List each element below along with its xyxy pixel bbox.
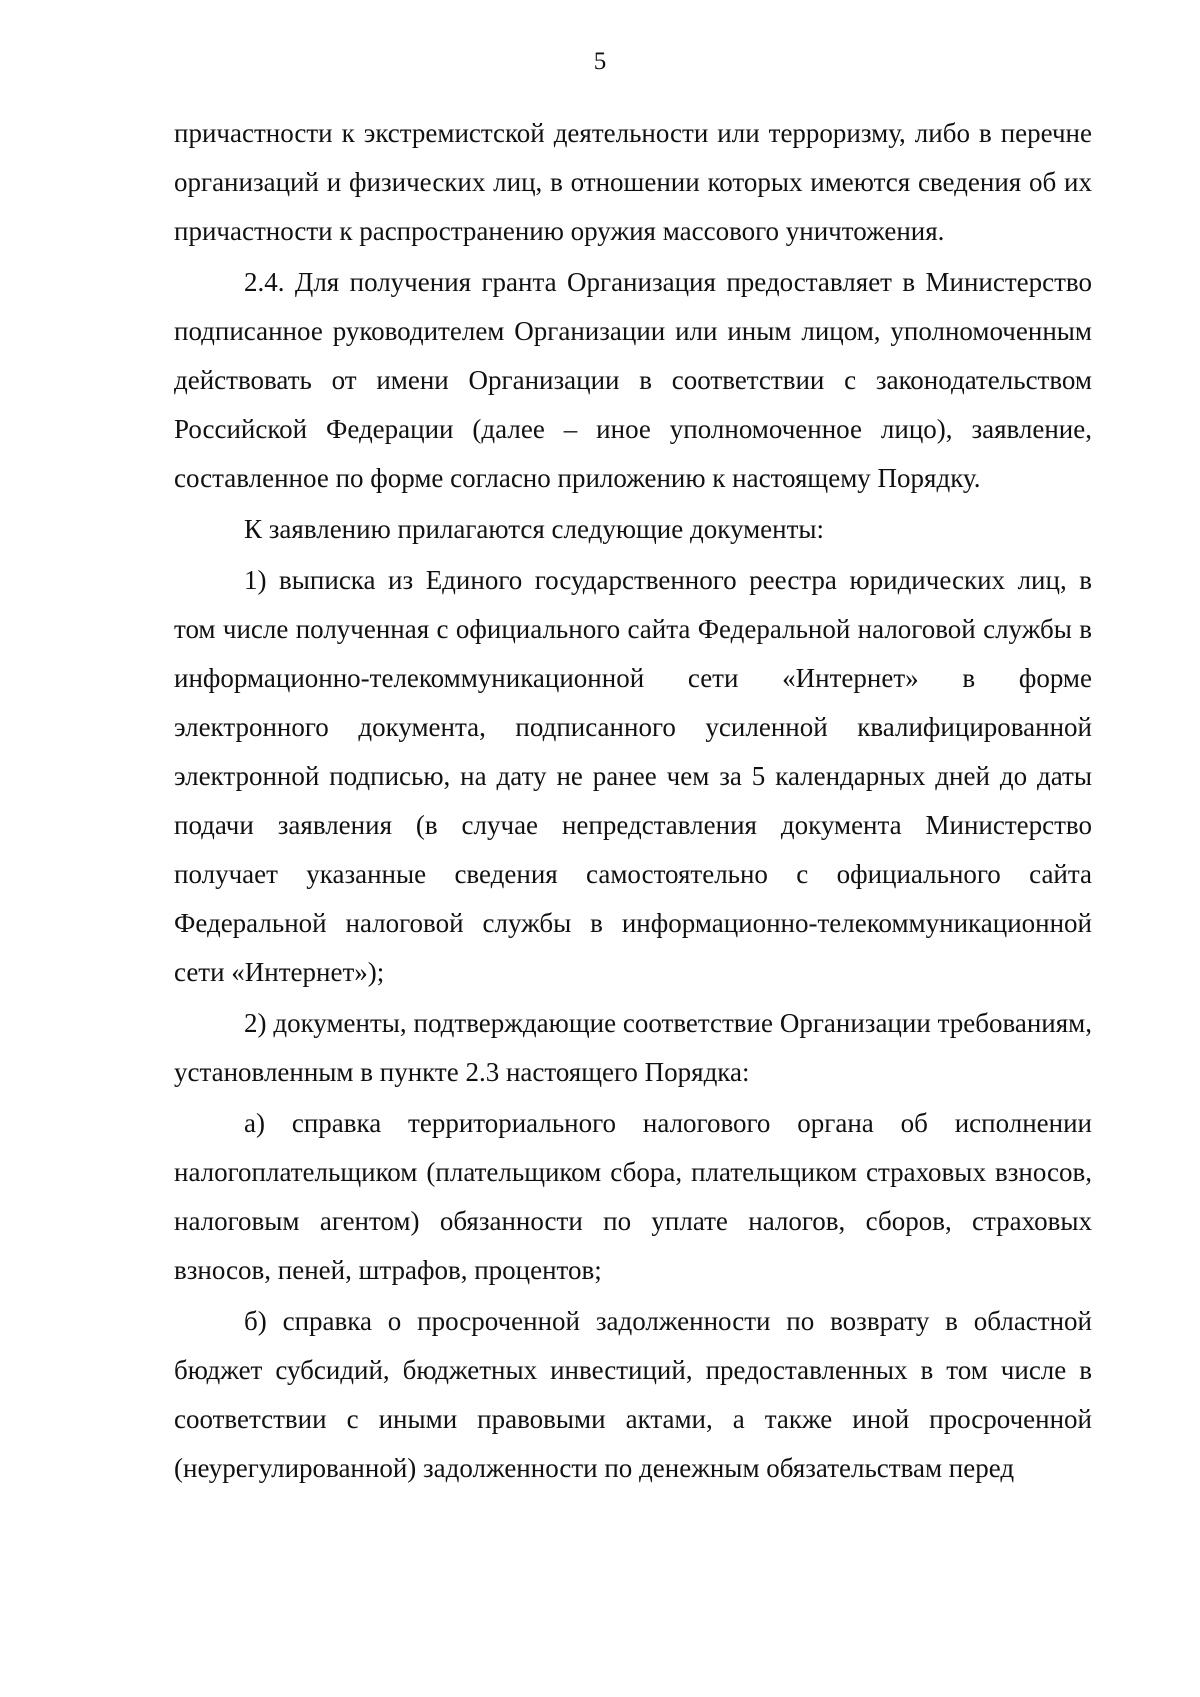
paragraph-item-b: б) справка о просроченной задолженности по возврату в областной бюджет субсидий, бюджетных инвестиций, предоставленных в том числе в соответствии с иными правовыми актами, а также иной просроченной (неурегулированной) задолженности по денежным обязательствам перед [174,1306,1092,1483]
document-body [174,109,1092,1495]
paragraph-2-4: 2.4. Для получения гранта Организация предоставляет в Министерство подписанное руководителем Организации или иным лицом, уполномоченным действовать от имени Организации в соответствии с законодательством Российской Федерации (далее – иное уполномоченное лицо), заявление, составленное по форме согласно приложению к настоящему Порядку. [174,267,1092,493]
paragraph-attachments-intro: К заявлению прилагаются следующие документы: [244,514,825,544]
paragraph-item-1: 1) выписка из Единого государственного реестра юридических лиц, в том числе полученная с официального сайта Федеральной налоговой службы в информационно-телекоммуникационной сети «Интернет» в форме электронного документа, подписанного усиленной квалифицированной электронной подписью, на дату не ранее чем за 5 календарных дней до даты подачи заявления (в случае непредставления документа Министерство получает указанные сведения самостоятельно с официального сайта Федеральной налоговой службы в информационно-телекоммуникационной сети «Интернет»); [174,565,1092,987]
paragraph-item-a: а) справка территориального налогового органа об исполнении налогоплательщиком (плательщиком сбора, плательщиком страховых взносов, налоговым агентом) обязанности по уплате налогов, сборов, страховых взносов, пеней, штрафов, процентов; [174,1108,1092,1285]
paragraph-continuation: причастности к экстремистской деятельности или терроризму, либо в перечне организаций и физических лиц, в отношении которых имеются сведения об их причастности к распространению оружия массового уничтожения. [174,118,1092,246]
paragraph-item-2: 2) документы, подтверждающие соответствие Организации требованиям, установленным в пункте 2.3 настоящего Порядка: [174,1008,1092,1087]
page-number: 5 [593,48,607,75]
